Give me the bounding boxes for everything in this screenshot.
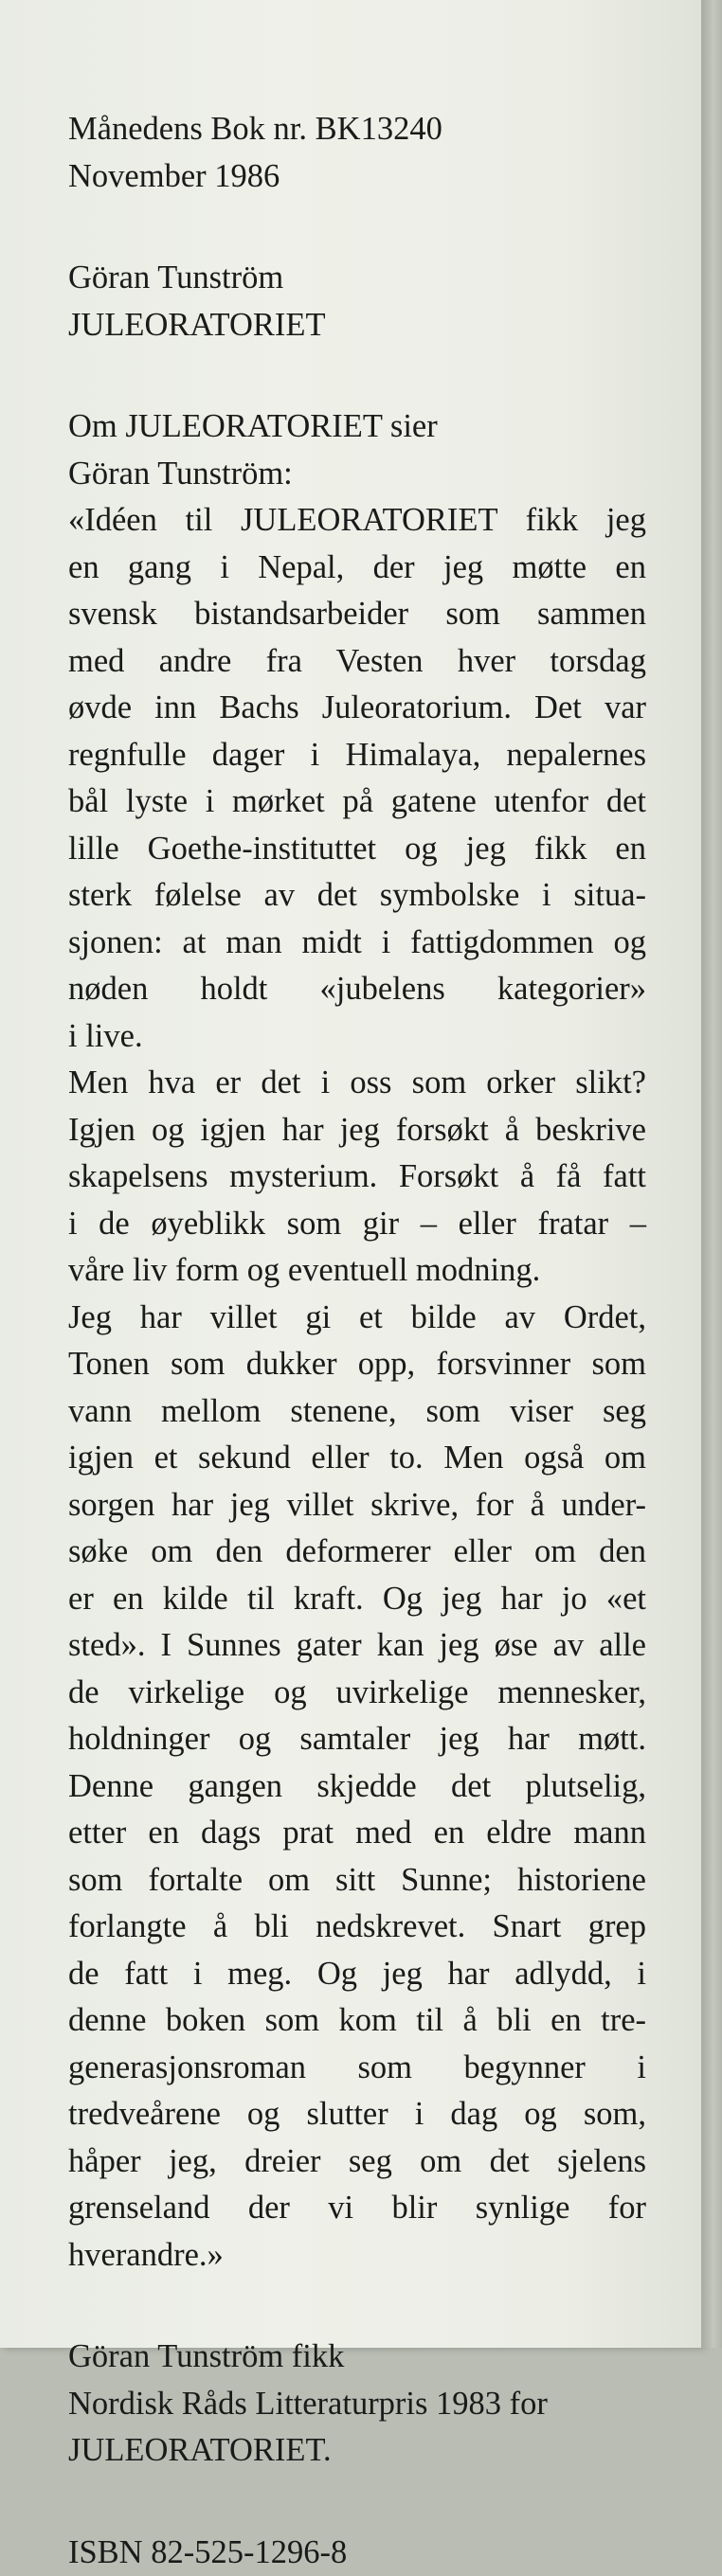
quote-line: sted». I Sunnes gater kan jeg øse av alle: [68, 1622, 646, 1670]
quote-line: i de øyeblikk som gir – eller fratar –: [68, 1201, 646, 1248]
quote-line: de fatt i meg. Og jeg har adlydd, i: [68, 1951, 646, 1998]
quote-line: sjonen: at man midt i fattigdommen og: [68, 920, 646, 967]
quote-line: med andre fra Vesten hver torsdag: [68, 638, 646, 686]
quote-line: Tonen som dukker opp, forsvinner som: [68, 1341, 646, 1388]
book-club-number: Månedens Bok nr. BK13240: [68, 106, 646, 153]
book-title: JULEORATORIET: [68, 302, 646, 349]
quote-line: bål lyste i mørket på gatene utenfor det: [68, 778, 646, 826]
quote-line: regnfulle dager i Himalaya, nepalernes: [68, 732, 646, 779]
award-line: Göran Tunström fikk: [68, 2334, 646, 2381]
quote-line: våre liv form og eventuell modning.: [68, 1247, 646, 1295]
quote-line: denne boken som kom til å bli en tre-: [68, 1997, 646, 2045]
quote-line: etter en dags prat med en eldre mann: [68, 1810, 646, 1857]
award-line: JULEORATORIET.: [68, 2427, 646, 2475]
quote-line: en gang i Nepal, der jeg møtte en: [68, 545, 646, 592]
publication-date: November 1986: [68, 153, 646, 201]
quote-line: Denne gangen skjedde det plutselig,: [68, 1763, 646, 1811]
quote-line: hverandre.»: [68, 2232, 646, 2280]
quote-line: øvde inn Bachs Juleoratorium. Det var: [68, 685, 646, 732]
quote-line: nøden holdt «jubelens kategorier»: [68, 966, 646, 1013]
quote-line: «Idéen til JULEORATORIET fikk jeg: [68, 497, 646, 545]
quote-line: Men hva er det i oss som orker slikt?: [68, 1060, 646, 1107]
quote-line: grenseland der vi blir synlige for: [68, 2185, 646, 2232]
quote-line: vann mellom stenene, som viser seg: [68, 1388, 646, 1436]
quote-line: som fortalte om sitt Sunne; historiene: [68, 1857, 646, 1905]
quote-line: sterk følelse av det symbolske i situa-: [68, 872, 646, 920]
quote-line: forlangte å bli nedskrevet. Snart grep: [68, 1904, 646, 1951]
intro-line: Om JULEORATORIET sier: [68, 403, 646, 451]
quote-line: håper jeg, dreier seg om det sjelens: [68, 2138, 646, 2186]
quote-line: svensk bistandsarbeider som sammen: [68, 591, 646, 638]
quote-line: i live.: [68, 1013, 646, 1061]
quote-line: søke om den deformerer eller om den: [68, 1529, 646, 1576]
intro-line: Göran Tunström:: [68, 451, 646, 498]
author-quote: [68, 497, 646, 2279]
quote-line: Igjen og igjen har jeg forsøkt å beskrive: [68, 1107, 646, 1154]
award-line: Nordisk Råds Litteraturpris 1983 for: [68, 2381, 646, 2428]
quote-line: er en kilde til kraft. Og jeg har jo «et: [68, 1576, 646, 1623]
quote-line: Jeg har villet gi et bilde av Ordet,: [68, 1295, 646, 1342]
quote-line: skapelsens mysterium. Forsøkt å få fatt: [68, 1154, 646, 1201]
quote-line: generasjonsroman som begynner i: [68, 2045, 646, 2092]
quote-line: lille Goethe-instituttet og jeg fikk en: [68, 826, 646, 873]
quote-line: de virkelige og uvirkelige mennesker,: [68, 1670, 646, 1717]
flap-text: [68, 106, 646, 2576]
quote-line: igjen et sekund eller to. Men også om: [68, 1435, 646, 1482]
quote-line: holdninger og samtaler jeg har møtt.: [68, 1716, 646, 1763]
author-name: Göran Tunström: [68, 255, 646, 302]
flap-edge: [701, 0, 722, 2348]
isbn: ISBN 82-525-1296-8: [68, 2530, 646, 2576]
quote-line: tredveårene og slutter i dag og som,: [68, 2091, 646, 2138]
quote-line: sorgen har jeg villet skrive, for å under-: [68, 1482, 646, 1530]
